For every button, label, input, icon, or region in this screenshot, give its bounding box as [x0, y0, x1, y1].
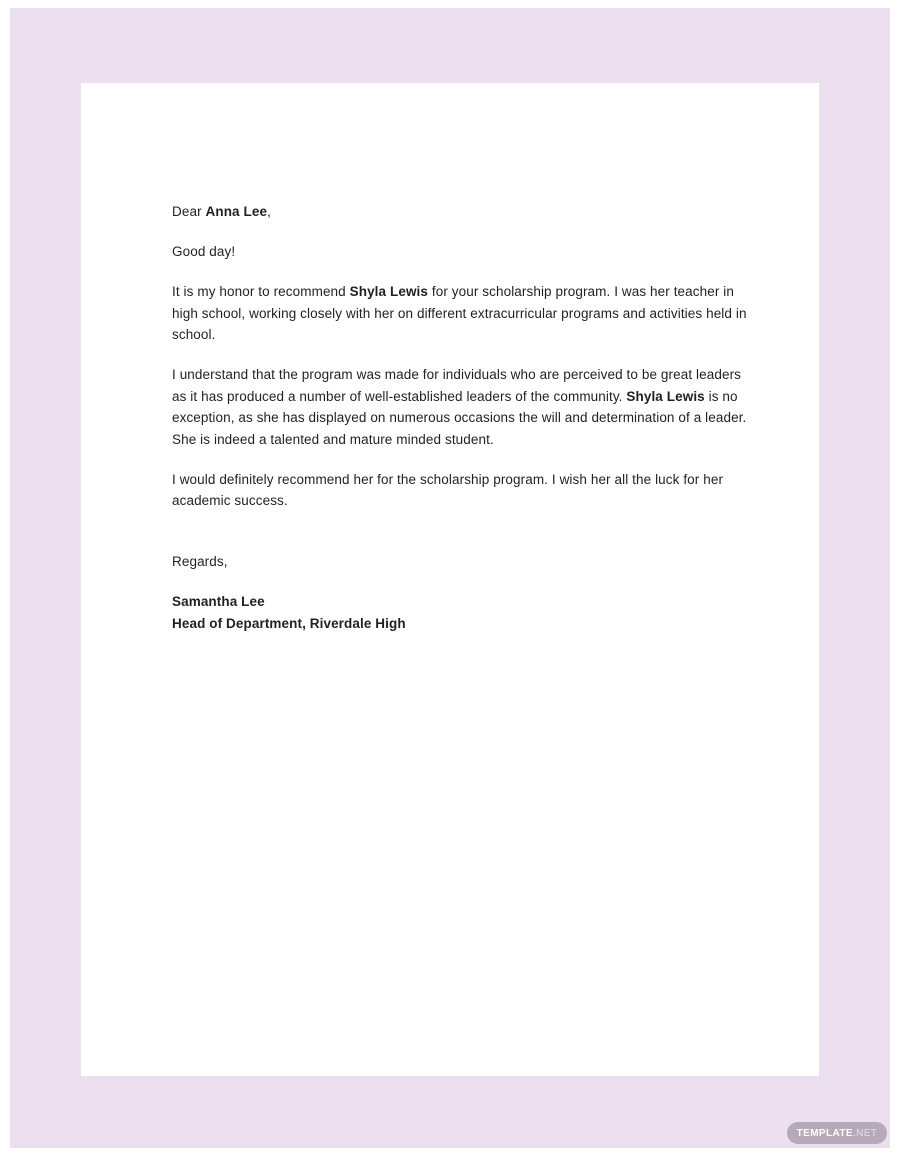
paragraph-2-candidate-name: Shyla Lewis — [626, 388, 705, 404]
salutation-suffix: , — [267, 204, 271, 219]
signer-name: Samantha Lee — [172, 594, 265, 609]
closing-line: Regards, — [172, 554, 228, 569]
template-net-watermark — [787, 1122, 887, 1144]
letter-content — [172, 201, 752, 634]
body-paragraph-1 — [172, 281, 752, 346]
watermark-tld: .NET — [852, 1127, 878, 1139]
watermark-brand: TEMPLATE — [796, 1127, 853, 1139]
paragraph-2-after: is no exception, as she has displayed on numerous occasions the will and determination of a leader. She is indeed a talented and mature minded student. — [172, 388, 747, 447]
greeting-line: Good day! — [172, 244, 236, 259]
salutation-prefix: Dear — [172, 204, 206, 219]
body-paragraph-2 — [172, 364, 752, 450]
signature-block — [172, 591, 752, 634]
body-paragraph-3: I would definitely recommend her for the scholarship program. I wish her all the luck for her academic success. — [172, 471, 724, 508]
paragraph-1-candidate-name: Shyla Lewis — [349, 284, 429, 299]
signer-title: Head of Department, Riverdale High — [172, 615, 406, 631]
paragraph-2-before: I understand that the program was made for individuals who are perceived to be great leaders as it has produced a number of well-established leaders of the community. — [172, 367, 742, 404]
paragraph-1-after: for your scholarship program. I was her teacher in high school, working closely with her on different extracurricular programs and activities held in school. — [172, 284, 747, 342]
page-canvas — [10, 8, 890, 1148]
salutation-line — [172, 201, 752, 223]
closing-spacer — [172, 530, 752, 551]
paragraph-1-before: It is my honor to recommend — [172, 284, 350, 299]
letter-sheet — [81, 83, 819, 1076]
recipient-name: Anna Lee — [205, 204, 268, 219]
